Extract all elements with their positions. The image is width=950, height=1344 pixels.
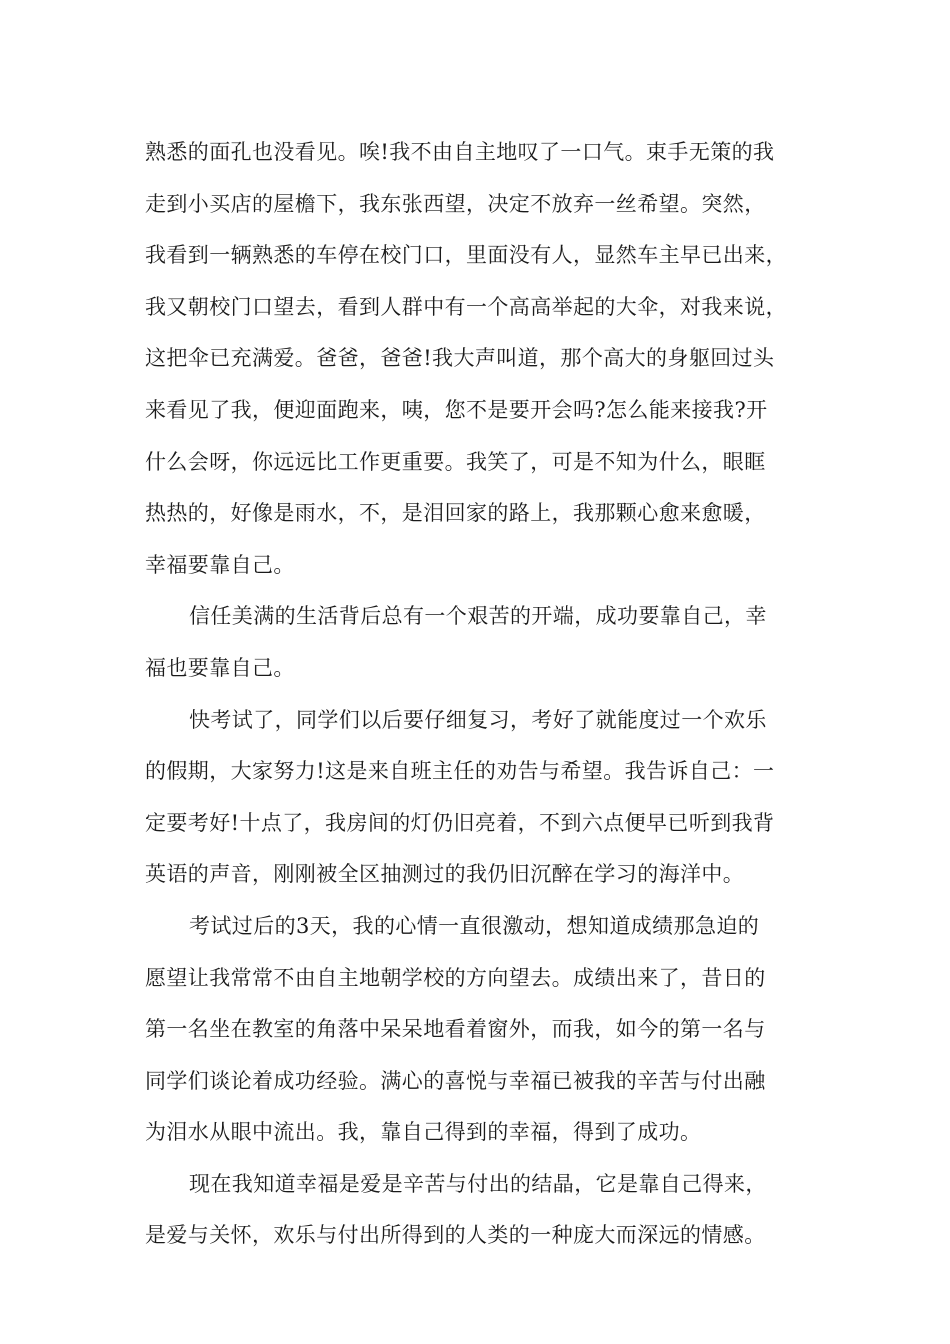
- paragraph-first-line: 考试过后的3天，我的心情一直很激动，想知道成绩那急迫的: [189, 913, 760, 938]
- text-line: 同学们谈论着成功经验。满心的喜悦与幸福已被我的辛苦与付出融: [145, 1068, 766, 1093]
- text-line: 我看到一辆熟悉的车停在校门口，里面没有人，显然车主早已出来，: [145, 243, 787, 268]
- text-line: 福也要靠自己。: [145, 655, 295, 680]
- text-line: 我又朝校门口望去，看到人群中有一个高高举起的大伞，对我来说，: [145, 294, 787, 319]
- text-line: 熟悉的面孔也没看见。唉!我不由自主地叹了一口气。束手无策的我: [145, 140, 775, 164]
- text-line: 的假期，大家努力!这是来自班主任的劝告与希望。我告诉自己：一: [145, 759, 775, 784]
- text-line: 第一名坐在教室的角落中呆呆地看着窗外，而我，如今的第一名与: [145, 1017, 766, 1042]
- text-line: 热热的，好像是雨水，不，是泪回家的路上，我那颗心愈来愈暖，: [145, 501, 766, 526]
- text-line: 什么会呀，你远远比工作更重要。我笑了，可是不知为什么，眼眶: [145, 449, 766, 474]
- text-line: 这把伞已充满爱。爸爸，爸爸!我大声叫道，那个高大的身躯回过头: [145, 346, 775, 371]
- text-line: 走到小买店的屋檐下，我东张西望，决定不放弃一丝希望。突然，: [145, 191, 766, 216]
- text-line: 来看见了我，便迎面跑来，咦，您不是要开会吗?怎么能来接我?开: [145, 397, 768, 422]
- paragraph-first-line: 现在我知道幸福是爱是辛苦与付出的结晶，它是靠自己得来，: [189, 1171, 767, 1196]
- text-line: 愿望让我常常不由自主地朝学校的方向望去。成绩出来了，昔日的: [145, 965, 766, 990]
- paragraph-first-line: 快考试了，同学们以后要仔细复习，考好了就能度过一个欢乐: [189, 707, 767, 732]
- document-body: [145, 132, 845, 1267]
- text-line: 为泪水从眼中流出。我，靠自己得到的幸福，得到了成功。: [145, 1120, 702, 1145]
- text-line: 定要考好!十点了，我房间的灯仍旧亮着，不到六点便早已听到我背: [145, 810, 775, 835]
- text-line: 英语的声音，刚刚被全区抽测过的我仍旧沉醉在学习的海洋中。: [145, 862, 745, 887]
- paragraph-first-line: 信任美满的生活背后总有一个艰苦的开端，成功要靠自己，幸: [189, 604, 767, 629]
- text-line: 幸福要靠自己。: [145, 552, 295, 577]
- text-line: 是爱与关怀，欢乐与付出所得到的人类的一种庞大而深远的情感。: [145, 1223, 766, 1248]
